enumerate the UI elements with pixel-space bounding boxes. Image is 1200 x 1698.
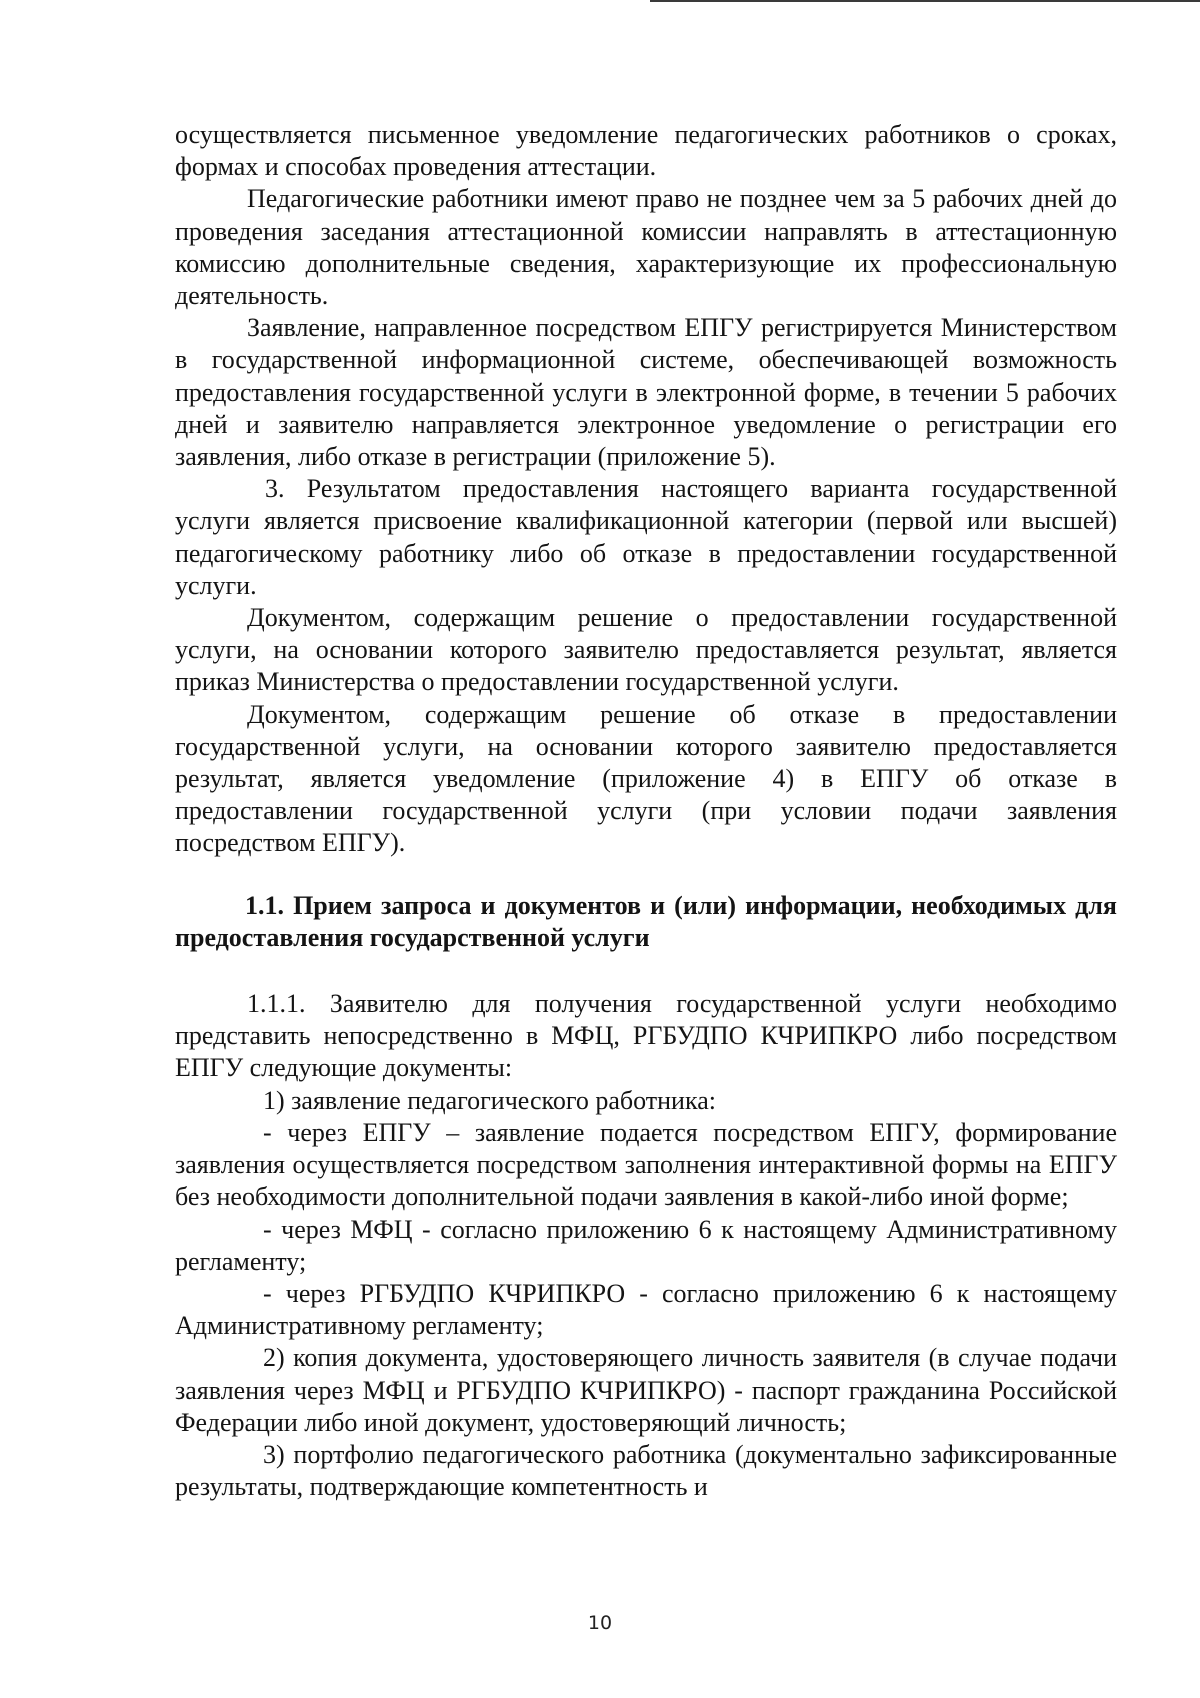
- list-item-via-epgu: - через ЕПГУ – заявление подается посредством ЕПГУ, формирование заявления осуществляется посредством заполнения интерактивной формы на ЕПГУ без необходимости дополнительной подачи заявления в какой-либо иной форме;: [175, 1117, 1117, 1212]
- paragraph-required-documents: 1.1.1. Заявителю для получения государственной услуги необходимо представить непосредственно в МФЦ, РГБУДПО КЧРИПКРО либо посредством ЕПГУ следующие документы:: [175, 989, 1117, 1083]
- list-item-via-mfc: - через МФЦ - согласно приложению 6 к настоящему Административному регламенту;: [175, 1214, 1117, 1276]
- paragraph-rights: Педагогические работники имеют право не позднее чем за 5 рабочих дней до проведения заседания аттестационной комиссии направлять в аттестационную комиссию дополнительные сведения, характеризующие их профессиональную деятельность.: [175, 184, 1117, 311]
- paragraph-registration: Заявление, направленное посредством ЕПГУ регистрируется Министерством в государственной информационной системе, обеспечивающей возможность предоставления государственной услуги в электронной форме, в течении 5 рабочих дней и заявителю направляется электронное уведомление о регистрации его заявления, либо отказе в регистрации (приложение 5).: [175, 313, 1117, 472]
- list-item-portfolio: 3) портфолио педагогического работника (документально зафиксированные результаты, подтверждающие компетентность и: [175, 1439, 1117, 1502]
- paragraph-notification: осуществляется письменное уведомление педагогических работников о сроках, формах и способах проведения аттестации.: [175, 120, 1117, 182]
- paragraph-decision-refusal: Документом, содержащим решение об отказе в предоставлении государственной услуги, на основании которого заявителю предоставляется результат, является уведомление (приложение 4) в ЕПГУ об отказе в предоставлении государственной услуги (при условии подачи заявления посредством ЕПГУ).: [175, 699, 1117, 858]
- list-item-application: 1) заявление педагогического работника:: [263, 1085, 716, 1115]
- paragraph-result: 3. Результатом предоставления настоящего варианта государственной услуги является присвоение квалификационной категории (первой или высшей) педагогическому работнику либо об отказе в предоставлении государственной услуги.: [175, 474, 1117, 600]
- page-number: 10: [587, 1612, 613, 1634]
- paragraph-decision-grant: Документом, содержащим решение о предоставлении государственной услуги, на основании которого заявителю предоставляется результат, является приказ Министерства о предоставлении государственной услуги.: [175, 603, 1117, 697]
- list-item-via-institute: - через РГБУДПО КЧРИПКРО - согласно приложению 6 к настоящему Административному регламенту;: [175, 1278, 1117, 1341]
- list-item-id-copy: 2) копия документа, удостоверяющего личность заявителя (в случае подачи заявления через МФЦ и РГБУДПО КЧРИПКРО) - паспорт гражданина Российской Федерации либо иной документ, удостоверяющий личность;: [175, 1343, 1117, 1437]
- section-heading: 1.1. Прием запроса и документов и (или) информации, необходимых для предоставления государственной услуги: [175, 890, 1117, 952]
- top-edge-rule: [650, 0, 1200, 2]
- document-page: [175, 119, 1117, 1503]
